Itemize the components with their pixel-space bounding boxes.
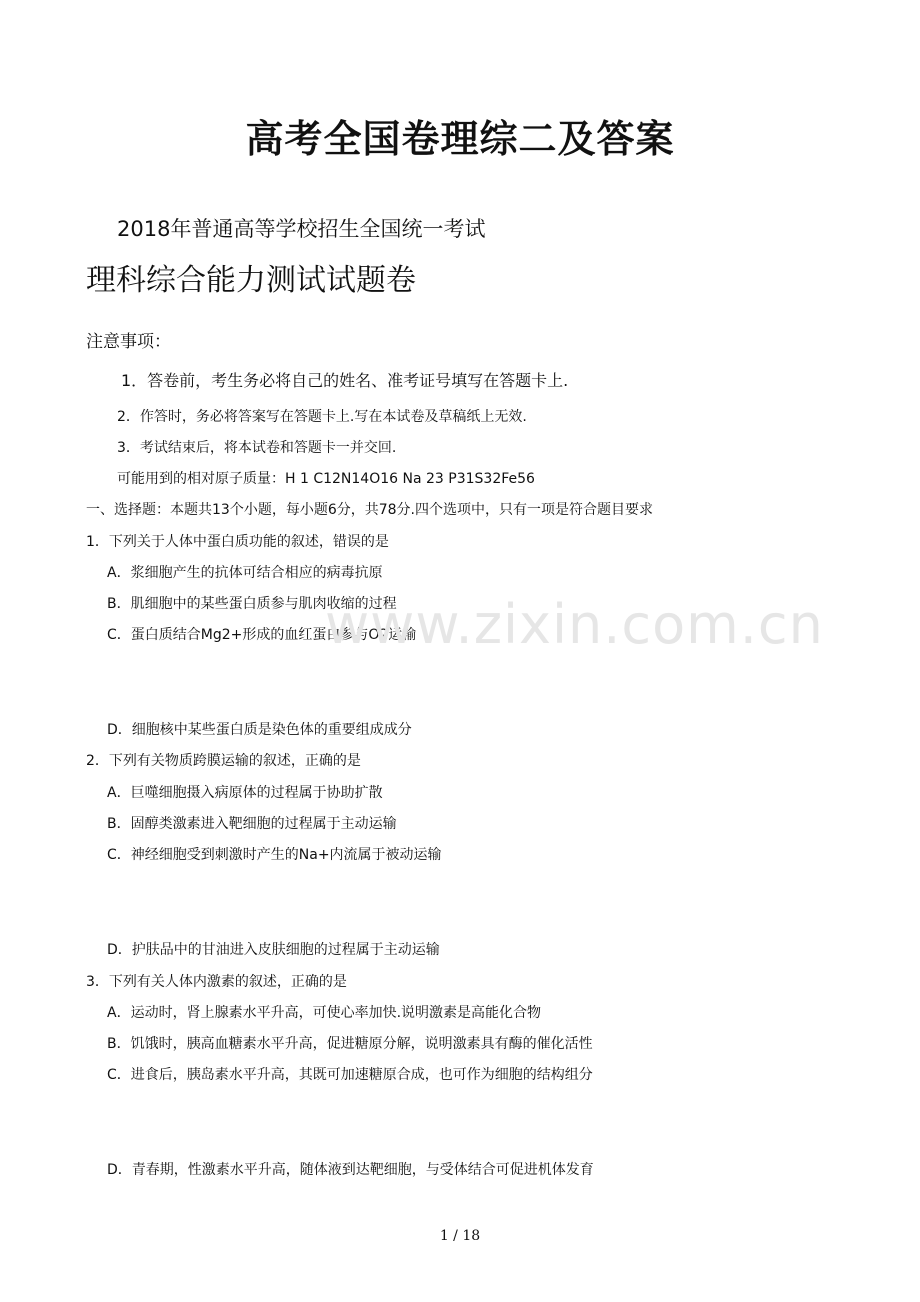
exam-title: 理科综合能力测试试题卷	[86, 263, 416, 298]
question-3-option-c: C．进食后，胰岛素水平升高，其既可加速糖原合成，也可作为细胞的结构组分	[107, 1067, 593, 1083]
document-title: 高考全国卷理综二及答案	[245, 117, 675, 161]
question-2-option-b: B．固醇类激素进入靶细胞的过程属于主动运输	[107, 816, 397, 832]
notice-item-2: 2．作答时，务必将答案写在答题卡上.写在本试卷及草稿纸上无效.	[117, 409, 527, 425]
question-2-option-c: C．神经细胞受到刺激时产生的Na+内流属于被动运输	[107, 847, 442, 863]
watermark: www.zixin.com.cn	[325, 593, 824, 656]
page-number: 1 / 18	[439, 1228, 481, 1244]
question-1-option-b: B．肌细胞中的某些蛋白质参与肌肉收缩的过程	[107, 596, 397, 612]
exam-subtitle: 2018年普通高等学校招生全国统一考试	[117, 217, 486, 241]
question-2-option-a: A．巨噬细胞摄入病原体的过程属于协助扩散	[107, 785, 383, 801]
question-2-stem: 2．下列有关物质跨膜运输的叙述，正确的是	[86, 753, 361, 769]
notice-item-1: 1．答卷前，考生务必将自己的姓名、准考证号填写在答题卡上.	[121, 371, 569, 390]
question-3-option-d: D．青春期，性激素水平升高，随体液到达靶细胞，与受体结合可促进机体发育	[107, 1162, 594, 1178]
notice-item-3: 3．考试结束后，将本试卷和答题卡一并交回.	[117, 440, 397, 456]
question-1-option-d: D．细胞核中某些蛋白质是染色体的重要组成成分	[107, 722, 412, 738]
question-3-option-b: B．饥饿时，胰高血糖素水平升高，促进糖原分解，说明激素具有酶的催化活性	[107, 1036, 593, 1052]
question-3-stem: 3．下列有关人体内激素的叙述，正确的是	[86, 974, 347, 990]
question-1-stem: 1．下列关于人体中蛋白质功能的叙述，错误的是	[86, 534, 389, 550]
section-intro: 一、选择题：本题共13个小题，每小题6分，共78分.四个选项中，只有一项是符合题目要求	[86, 502, 653, 518]
question-2-option-d: D．护肤品中的甘油进入皮肤细胞的过程属于主动运输	[107, 942, 440, 958]
question-1-option-a: A．浆细胞产生的抗体可结合相应的病毒抗原	[107, 565, 383, 581]
notice-heading: 注意事项：	[86, 332, 171, 352]
atomic-masses: 可能用到的相对原子质量：H 1 C12N14O16 Na 23 P31S32Fe56	[117, 471, 535, 487]
question-1-option-c: C．蛋白质结合Mg2+形成的血红蛋白参与O2运输	[107, 627, 417, 643]
question-3-option-a: A．运动时，肾上腺素水平升高，可使心率加快.说明激素是高能化合物	[107, 1005, 542, 1021]
